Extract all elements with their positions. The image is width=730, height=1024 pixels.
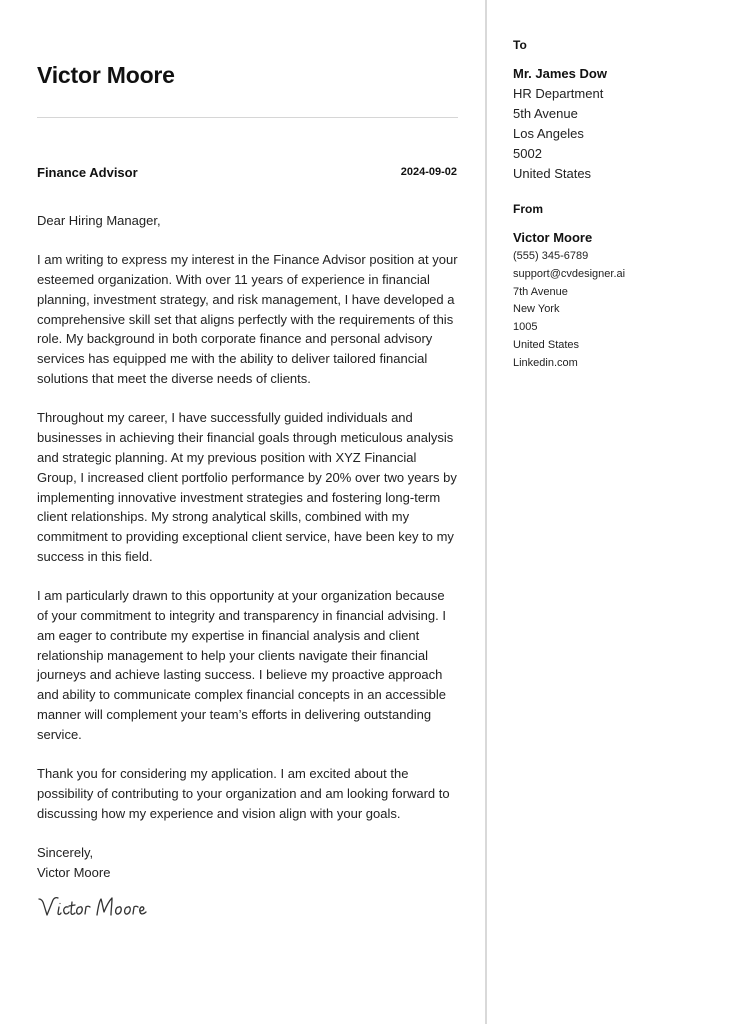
recipient-name: Mr. James Dow [513, 66, 607, 81]
sender-city: New York [513, 303, 560, 316]
sender-linkedin: Linkedin.com [513, 356, 578, 369]
recipient-zip: 5002 [513, 146, 542, 161]
closing-name: Victor Moore [37, 864, 111, 880]
closing: Sincerely, [37, 845, 94, 861]
paragraph-1: I am writing to express my interest in the Finance Advisor position at your esteemed organization. With over 11 years of experience in financial planning, investment strategy, and risk management, I have developed a comprehensive skill set that aligns perfectly with the requirements of this role. My background in both corporate finance and personal advisory services has equipped me with the ability to deliver tailored financial solutions that meet the diverse needs of clients. [37, 252, 458, 387]
applicant-name: Victor Moore [37, 62, 175, 88]
salutation: Dear Hiring Manager, [37, 213, 161, 228]
sender-label: From [513, 202, 543, 216]
letter-date: 2024-09-02 [400, 166, 457, 178]
recipient-label: To [513, 38, 527, 52]
column-divider [485, 0, 487, 1024]
job-line [37, 165, 458, 183]
recipient-department: HR Department [513, 86, 604, 101]
handwritten-signature [37, 893, 197, 921]
sender-street: 7th Avenue [513, 285, 568, 298]
sender-name: Victor Moore [513, 230, 593, 245]
paragraph-4: Thank you for considering my application. I am excited about the possibility of contributing to your organization and am looking forward to discussing how my experience and vision align with your goals. [37, 766, 450, 821]
recipient-street: 5th Avenue [513, 106, 578, 121]
sender-zip: 1005 [513, 321, 538, 334]
header-divider [37, 117, 458, 118]
recipient-country: United States [513, 166, 592, 181]
recipient-city: Los Angeles [513, 126, 584, 141]
recipient-block [513, 64, 607, 184]
sender-country: United States [513, 338, 580, 351]
sender-phone: (555) 345-6789 [513, 250, 589, 262]
sender-email: support@cvdesigner.ai [513, 267, 626, 280]
letter-body [37, 211, 458, 883]
paragraph-3: I am particularly drawn to this opportunity at your organization because of your commitment to integrity and transparency in financial advising. I am eager to contribute my expertise in financial analysis and client relationship management to help your clients navigate their financial journeys and achieve lasting success. I believe my proactive approach and ability to communicate complex financial concepts in an accessible manner will complement your team’s efforts in delivering outstanding service. [37, 588, 446, 742]
job-title: Finance Advisor [37, 165, 138, 180]
paragraph-2: Throughout my career, I have successfully guided individuals and businesses in achieving their financial goals through meticulous analysis and strategic planning. At my previous position with XYZ Financial Group, I increased client portfolio performance by 20% over two years by implementing innovative investment strategies and fostering long-term client relationships. My strong analytical skills, combined with my commitment to providing exceptional client service, have been key to my success in this field. [37, 410, 457, 564]
sender-block [513, 228, 625, 373]
